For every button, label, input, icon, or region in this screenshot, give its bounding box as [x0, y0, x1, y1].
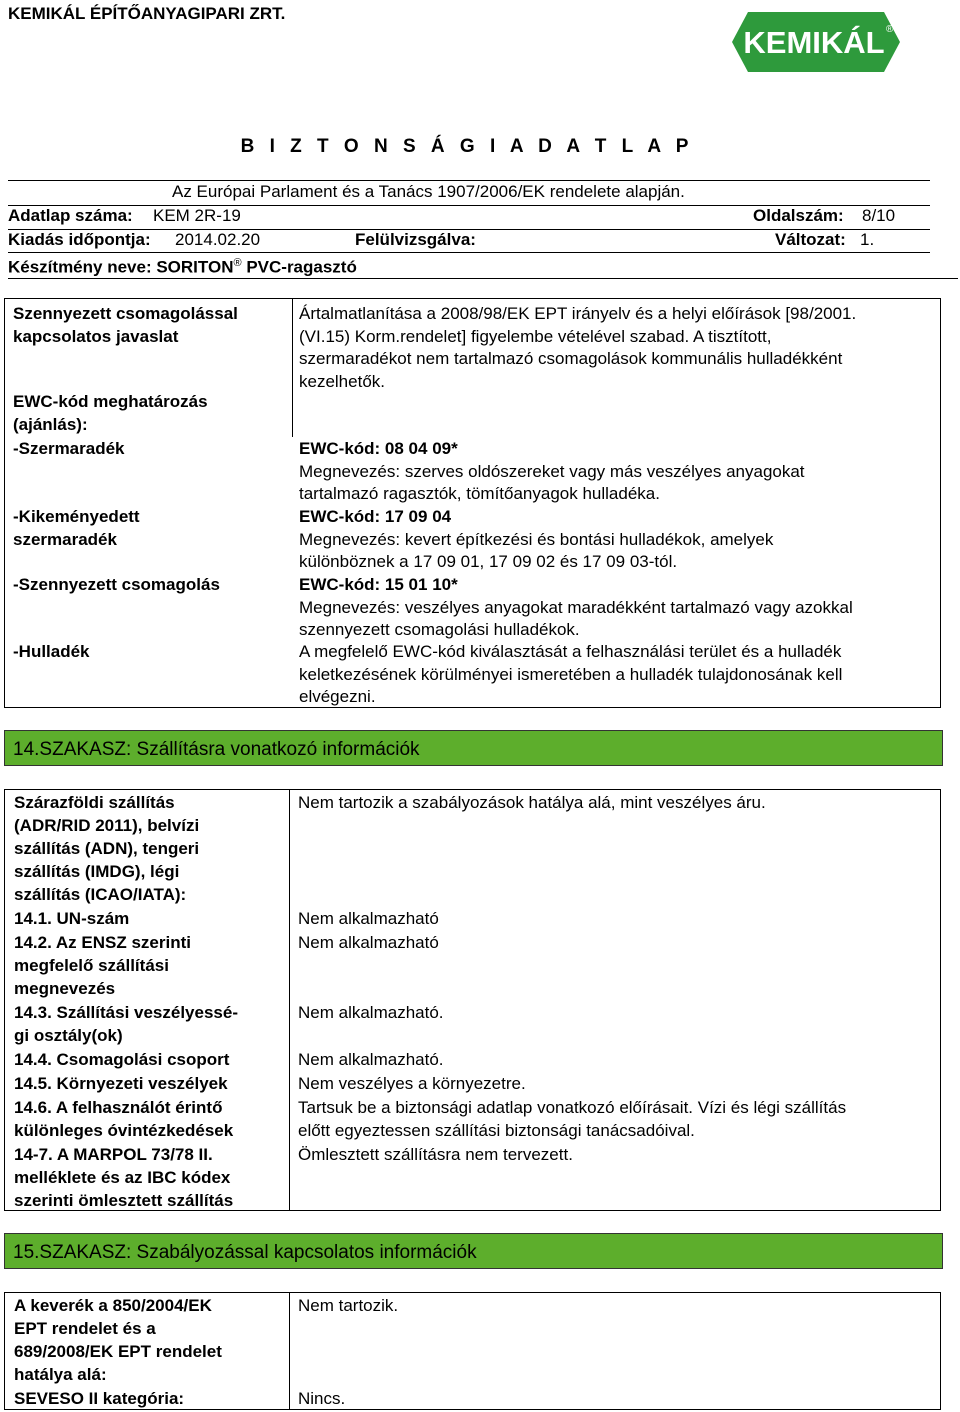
- packaging-label: Szennyezett csomagolással kapcsolatos javaslat: [13, 304, 238, 346]
- cured-text: EWC-kód: 17 09 04 Megnevezés: kevert építkezési és bontási hulladékok, amelyek különböznek a 17 09 01, 17 09 02 és 17 09 03-tól.: [299, 507, 774, 571]
- row-label: SEVESO II kategória:: [14, 1389, 185, 1408]
- svg-text:®: ®: [886, 24, 894, 35]
- section-14-header: [4, 730, 943, 766]
- row-label: 14.4. Csomagolási csoport: [14, 1050, 230, 1069]
- product-name: Készítmény neve: SORITON® PVC-ragasztó: [8, 257, 357, 277]
- row-value: Nem alkalmazható: [298, 933, 439, 952]
- document-title: B I Z T O N S Á G I A D A T L A P: [240, 136, 694, 157]
- section-15-title: 15.SZAKASZ: Szabályozással kapcsolatos információk: [13, 1242, 477, 1263]
- waste-text: A megfelelő EWC-kód kiválasztását a felhasználási terület és a hulladék keletkezésének körülményei ismeretében a hulladék tulajdonosának kell elvégezni.: [299, 642, 843, 706]
- row-label: 14.1. UN-szám: [14, 909, 130, 928]
- row-label: 14.5. Környezeti veszélyek: [14, 1074, 228, 1093]
- row-label: 14.2. Az ENSZ szerinti megfelelő szállítási megnevezés: [14, 933, 191, 998]
- sheet-number-value: KEM 2R-19: [153, 206, 241, 225]
- column-divider: [292, 299, 293, 437]
- packaging-text: Ártalmatlanítása a 2008/98/EK EPT irányelv és a helyi előírások [98/2001. (VI.15) Korm.rendelet] figyelembe vételével szabad. A tisztított, szermaradékot nem tartalmazó csomagolások kommunális hulladékként kezelhetők.: [299, 304, 857, 391]
- pack-text: EWC-kód: 15 01 10* Megnevezés: veszélyes anyagokat maradékként tartalmazó vagy azokkal szennyezett csomagolási hulladékok.: [299, 575, 853, 639]
- row-label: A keverék a 850/2004/EK EPT rendelet és a 689/2008/EK EPT rendelet hatálya alá:: [14, 1296, 222, 1384]
- row-value: Ömlesztett szállításra nem tervezett.: [298, 1145, 573, 1164]
- row-value: Nem alkalmazható.: [298, 1050, 444, 1069]
- version-value: 1.: [860, 230, 875, 249]
- residue-label: -Szermaradék: [13, 439, 125, 458]
- version-label: Változat:: [775, 230, 846, 249]
- header-rule: [8, 278, 958, 279]
- ewc-label: EWC-kód meghatározás (ajánlás):: [13, 392, 208, 434]
- pack-label: -Szennyezett csomagolás: [13, 575, 220, 594]
- row-label: 14.6. A felhasználót érintő különleges óvintézkedések: [14, 1098, 234, 1140]
- row-value: Nem tartozik a szabályozások hatálya alá, mint veszélyes áru.: [298, 793, 766, 812]
- row-value: Nem alkalmazható: [298, 909, 439, 928]
- svg-text:KEMIKÁL: KEMIKÁL: [743, 25, 885, 60]
- issue-date-label: Kiadás időpontja:: [8, 230, 151, 249]
- row-value: Nem tartozik.: [298, 1296, 399, 1315]
- transport-table: [4, 789, 941, 1211]
- company-name: KEMIKÁL ÉPÍTŐANYAGIPARI ZRT.: [8, 4, 286, 23]
- waste-label: -Hulladék: [13, 642, 90, 661]
- row-value: Nincs.: [298, 1389, 346, 1408]
- row-label: 14-7. A MARPOL 73/78 II. melléklete és az IBC kódex szerinti ömlesztett szállítás: [14, 1145, 234, 1210]
- header-rule: [8, 180, 930, 181]
- row-value: Nem alkalmazható.: [298, 1003, 444, 1022]
- cured-label: -Kikeményedett szermaradék: [13, 507, 140, 549]
- review-label: Felülvizsgálva:: [355, 230, 476, 249]
- row-value: Tartsuk be a biztonsági adatlap vonatkozó előírásait. Vízi és légi szállítás előtt egyeztessen szállítási biztonsági tanácsadóival.: [298, 1098, 847, 1140]
- page-value: 8/10: [862, 206, 896, 225]
- kemikal-logo: [726, 6, 906, 78]
- section-15-header: [4, 1233, 943, 1269]
- page-label: Oldalszám:: [753, 206, 844, 225]
- row-value: Nem veszélyes a környezetre.: [298, 1074, 526, 1093]
- disposal-table: [4, 298, 941, 708]
- regulatory-table: [4, 1292, 941, 1410]
- regulation-line: Az Európai Parlament és a Tanács 1907/2006/EK rendelete alapján.: [172, 182, 685, 201]
- sheet-number-label: Adatlap száma:: [8, 206, 133, 225]
- residue-text: EWC-kód: 08 04 09* Megnevezés: szerves oldószereket vagy más veszélyes anyagokat tartalmazó ragasztók, tömítőanyagok hulladéka.: [299, 439, 805, 503]
- column-divider: [289, 1293, 290, 1409]
- issue-date-value: 2014.02.20: [175, 230, 261, 249]
- header-rule: [8, 252, 930, 253]
- column-divider: [289, 790, 290, 1210]
- section-14-title: 14.SZAKASZ: Szállításra vonatkozó információk: [13, 739, 420, 760]
- row-label: Szárazföldi szállítás (ADR/RID 2011), belvízi szállítás (ADN), tengeri szállítás (IMDG), légi szállítás (ICAO/IATA):: [14, 793, 200, 904]
- row-label: 14.3. Szállítási veszélyessé- gi osztály(ok): [14, 1003, 238, 1045]
